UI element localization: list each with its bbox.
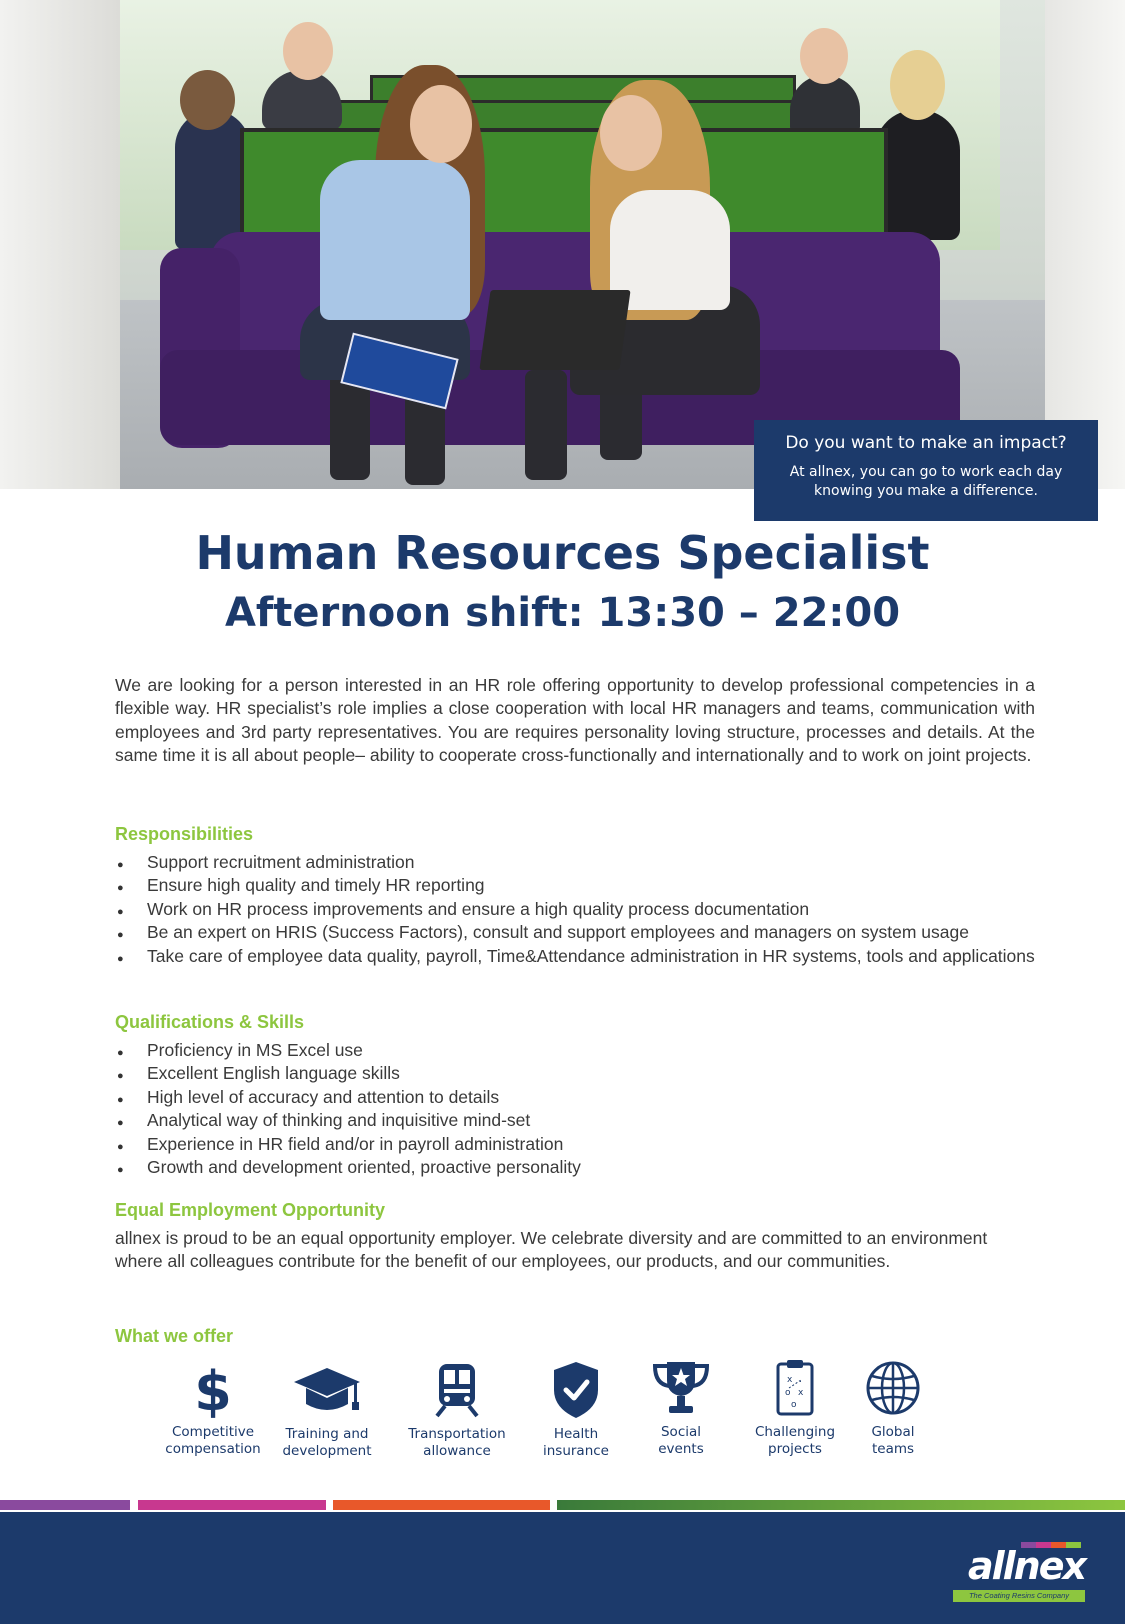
- offer-label-line: insurance: [542, 1443, 609, 1459]
- offer-heading: What we offer: [115, 1326, 234, 1346]
- offer-label: [833, 1424, 953, 1458]
- svg-text:x: x: [798, 1388, 804, 1398]
- woman-right-face: [600, 95, 662, 171]
- svg-text:.: .: [799, 1375, 802, 1385]
- graduation-cap-icon: [292, 1360, 362, 1420]
- job-shift: Afternoon shift: 13:30 – 22:00: [224, 590, 901, 636]
- background-person-left: [175, 110, 250, 250]
- dollar-icon: [183, 1358, 243, 1418]
- office-wall-left: [0, 0, 120, 489]
- list-item: ● Proficiency in MS Excel use: [115, 1039, 1035, 1062]
- list-item: ● Support recruitment administration: [115, 851, 1035, 874]
- woman-left-face: [410, 85, 472, 163]
- callout-question: Do you want to make an impact?: [785, 433, 1067, 453]
- list-item: ● Take care of employee data quality, payroll, Time&Attendance administration in HR systems, tools and applications: [115, 945, 1035, 968]
- job-intro: We are looking for a person interested in an HR role offering opportunity to develop professional competencies in a flexible way. HR specialist’s role implies a close cooperation with local HR managers and teams, communication with employees and 3rd party representatives. You are requires personality loving structure, processes and details. At the same time it is all about people– ability to cooperate cross-functionally and internationally and to work on joint projects.: [115, 675, 1035, 766]
- list-item: ● High level of accuracy and attention to details: [115, 1086, 1035, 1109]
- laptop: [479, 290, 630, 370]
- offer-label-line: Competitive: [171, 1424, 255, 1440]
- offer-label-line: Social: [660, 1424, 702, 1440]
- background-person-right-man-head: [800, 28, 848, 84]
- logo-tagline: The Coating Resins Company: [953, 1590, 1085, 1602]
- offer-label-line: projects: [768, 1441, 822, 1457]
- offer-label-line: compensation: [165, 1441, 261, 1457]
- offer-social: [621, 1358, 741, 1458]
- job-title: Human Resources Specialist: [195, 526, 930, 580]
- svg-text:o: o: [785, 1388, 791, 1398]
- color-stripes: [0, 1500, 1125, 1510]
- background-person-blonde-head: [890, 50, 945, 120]
- offer-label: [153, 1424, 273, 1458]
- offer-label-line: development: [282, 1443, 372, 1459]
- eeo-text: allnex is proud to be an equal opportunity employer. We celebrate diversity and are committed to an environment where all colleagues contribute for the benefit of our employees, our products, and our communities.: [115, 1228, 988, 1272]
- list-item: ● Growth and development oriented, proactive personality: [115, 1156, 1035, 1179]
- background-person-man-head: [283, 22, 333, 80]
- hero-photo: [0, 0, 1125, 489]
- list-item: ● Ensure high quality and timely HR reporting: [115, 874, 1035, 897]
- woman-right-leg: [525, 370, 567, 480]
- responsibilities-list: [115, 851, 1035, 968]
- svg-text:o: o: [791, 1400, 797, 1410]
- offer-icons-row: [0, 1358, 1125, 1468]
- clipboard-plan-icon: [765, 1358, 825, 1418]
- allnex-logo: [945, 1546, 1085, 1604]
- offer-transportation: [397, 1360, 517, 1460]
- offer-label-line: Health: [553, 1426, 599, 1442]
- offer-label-line: Training and: [285, 1426, 369, 1442]
- list-item: ● Experience in HR field and/or in payroll administration: [115, 1133, 1035, 1156]
- background-person-left-head: [180, 70, 235, 130]
- responsibilities-section: [115, 851, 1035, 968]
- footer: [0, 1512, 1125, 1624]
- offer-label: [516, 1426, 636, 1460]
- qualifications-section: [115, 1039, 1035, 1179]
- shield-check-icon: [546, 1360, 606, 1420]
- offer-label: [267, 1426, 387, 1460]
- offer-label-line: teams: [871, 1441, 915, 1457]
- stripe-magenta: [138, 1500, 326, 1510]
- stripe-orange: [333, 1500, 550, 1510]
- responsibilities-heading: Responsibilities: [115, 824, 254, 844]
- qualifications-heading: Qualifications & Skills: [115, 1012, 305, 1032]
- list-item: ● Excellent English language skills: [115, 1062, 1035, 1085]
- train-icon: [427, 1360, 487, 1420]
- svg-text:$: $: [194, 1360, 232, 1418]
- offer-health: [516, 1360, 636, 1460]
- svg-text:x: x: [787, 1375, 793, 1385]
- stripe-purple: [0, 1500, 130, 1510]
- logo-wordmark: allnex: [967, 1544, 1085, 1588]
- eeo-heading: Equal Employment Opportunity: [115, 1200, 386, 1220]
- offer-compensation: [153, 1358, 273, 1458]
- offer-label: [621, 1424, 741, 1458]
- list-item: ● Be an expert on HRIS (Success Factors), consult and support employees and managers on system usage: [115, 921, 1035, 944]
- offer-label-line: Transportation: [408, 1426, 506, 1442]
- offer-label-line: Global: [871, 1424, 915, 1440]
- offer-label: [397, 1426, 517, 1460]
- office-wall-right: [1045, 0, 1125, 489]
- list-item: ● Work on HR process improvements and ensure a high quality process documentation: [115, 898, 1035, 921]
- offer-label-line: events: [658, 1441, 704, 1457]
- offer-training: [267, 1360, 387, 1460]
- impact-callout: [754, 420, 1098, 521]
- stripe-green: [557, 1500, 1125, 1510]
- list-item: ● Analytical way of thinking and inquisitive mind-set: [115, 1109, 1035, 1132]
- callout-text: At allnex, you can go to work each day knowing you make a difference.: [789, 464, 1063, 499]
- globe-icon: [863, 1358, 923, 1418]
- trophy-icon: [651, 1358, 711, 1418]
- offer-label-line: Challenging: [754, 1424, 836, 1440]
- woman-left-blouse: [320, 160, 470, 320]
- offer-label-line: allowance: [423, 1443, 491, 1459]
- offer-global: [833, 1358, 953, 1458]
- qualifications-list: [115, 1039, 1035, 1179]
